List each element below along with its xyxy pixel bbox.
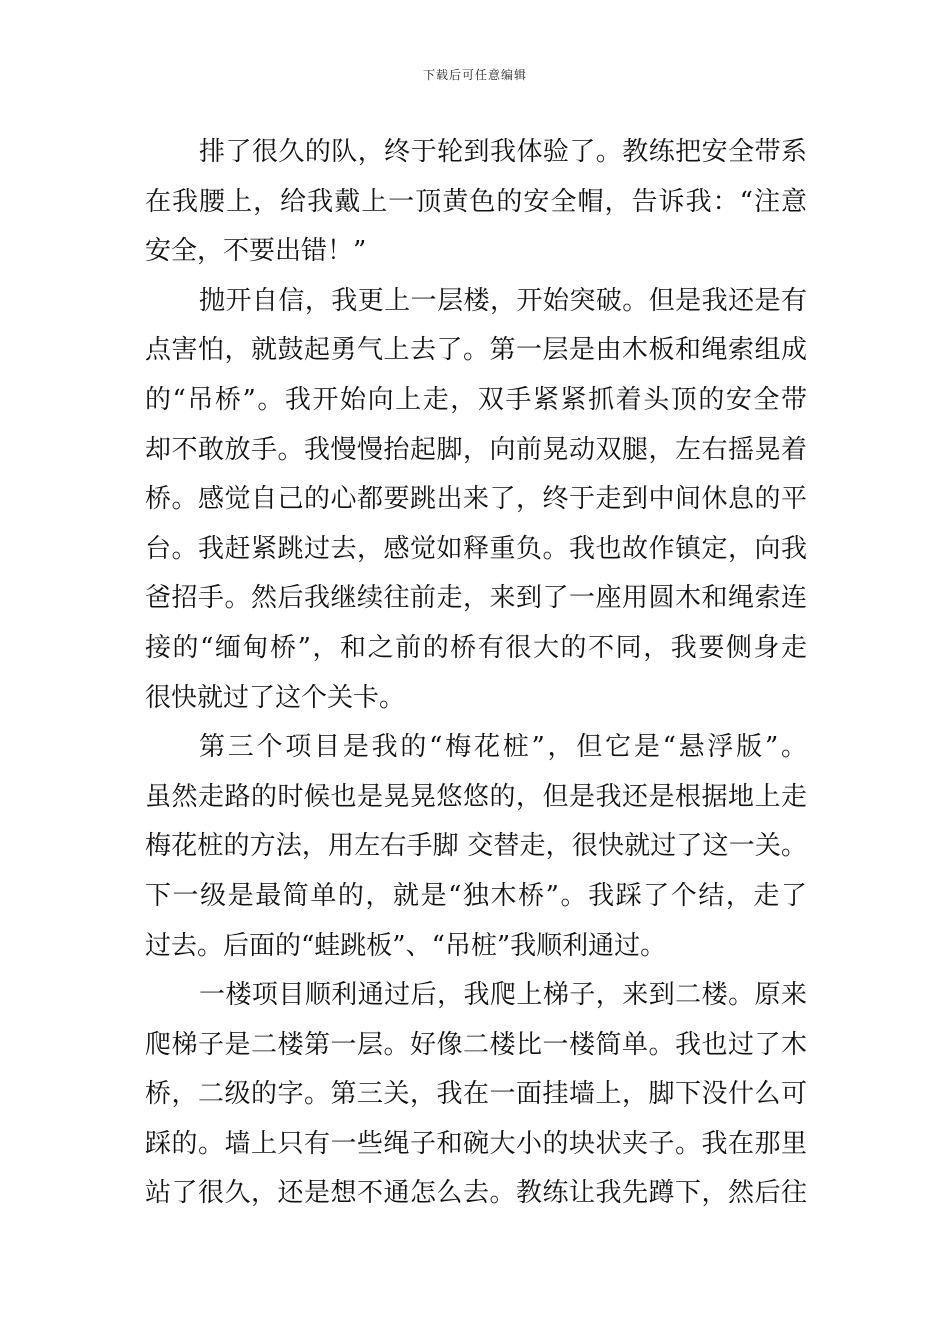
text-line: 排了很久的队，终于轮到我体验了。教练把安全带系 — [199, 137, 807, 167]
text-line: 站了很久，还是想不通怎么去。教练让我先蹲下，然后往 — [145, 1178, 807, 1209]
text-line: 一楼项目顺利通过后，我爬上梯子，来到二楼。原来 — [199, 980, 807, 1011]
text-line: 抛开自信，我更上一层楼，开始突破。但是我还是有 — [199, 285, 807, 316]
text-line: 爸招手。然后我继续往前走，来到了一座用圆木和绳索连 — [145, 583, 807, 614]
text-line: 虽然走路的时候也是晃晃悠悠的，但是我还是根据地上走 — [145, 781, 807, 812]
text-line: 安全，不要出错！” — [145, 236, 367, 267]
text-line: 很快就过了这个关卡。 — [145, 682, 406, 713]
text-line: 桥。感觉自己的心都要跳出来了，终于走到中间休息的平 — [145, 484, 807, 515]
text-line: 梅花桩的方法，用左右手脚 交替走，很快就过了这一关。 — [145, 831, 807, 862]
text-line: 的“吊桥”。我开始向上走，双手紧紧抓着头顶的安全带 — [145, 384, 807, 415]
text-line: 却不敢放手。我慢慢抬起脚，向前晃动双腿，左右摇晃着 — [145, 434, 807, 465]
text-line: 点害怕，就鼓起勇气上去了。第一层是由木板和绳索组成 — [145, 335, 807, 366]
text-line: 下一级是最简单的，就是“独木桥”。我踩了个结，走了 — [145, 880, 807, 911]
page-header: 下载后可任意编辑 — [422, 68, 527, 82]
text-line: 踩的。墙上只有一些绳子和碗大小的块状夹子。我在那里 — [145, 1128, 807, 1159]
text-line: 在我腰上，给我戴上一顶黄色的安全帽，告诉我：“注意 — [145, 186, 807, 217]
text-line: 第三个项目是我的“梅花桩”，但它是“悬浮版”。 — [199, 732, 807, 763]
text-line: 爬梯子是二楼第一层。好像二楼比一楼简单。我也过了木 — [145, 1029, 807, 1060]
text-line: 过去。后面的“蛙跳板”、“吊桩”我顺利通过。 — [145, 930, 667, 961]
text-line: 桥，二级的字。第三关，我在一面挂墙上，脚下没什么可 — [145, 1079, 807, 1110]
body-text — [145, 128, 807, 1219]
text-line: 台。我赶紧跳过去，感觉如释重负。我也故作镇定，向我 — [145, 533, 807, 564]
text-line: 接的“缅甸桥”，和之前的桥有很大的不同，我要侧身走 — [145, 632, 807, 663]
